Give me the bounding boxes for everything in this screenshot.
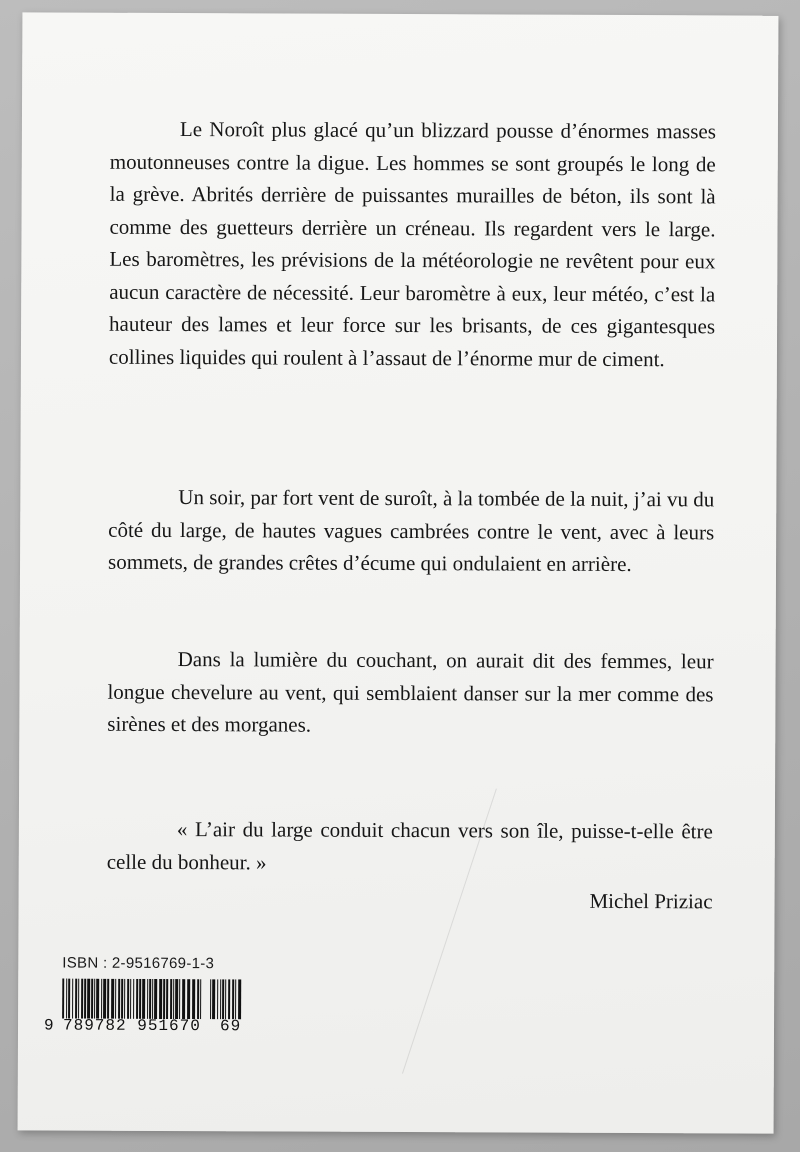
barcode-bar bbox=[235, 979, 236, 1019]
barcode-bar bbox=[87, 979, 90, 1019]
barcode-bar bbox=[121, 979, 123, 1019]
barcode-bar bbox=[147, 979, 148, 1019]
closing-quote: « L’air du large conduit chacun vers son île, puisse-t-elle être celle du bonheur. » bbox=[106, 817, 713, 874]
barcode-bar bbox=[170, 979, 172, 1019]
barcode-bar bbox=[115, 979, 116, 1019]
barcode-addon-digits: 69 bbox=[219, 1017, 242, 1036]
barcode bbox=[44, 978, 254, 1041]
barcode-bar bbox=[173, 979, 174, 1019]
author-name: Michel Priziac bbox=[589, 888, 713, 914]
barcode-bar bbox=[210, 979, 211, 1019]
barcode-bar bbox=[220, 979, 221, 1019]
barcode-main-digits: 789782 951670 bbox=[62, 1016, 201, 1036]
barcode-bar bbox=[154, 979, 157, 1019]
paragraph-couchant: Dans la lumière du couchant, on aurait dit des femmes, leur longue chevelure au vent, qui semblaient danser sur la mer comme des sirènes et des morganes. bbox=[107, 647, 714, 737]
barcode-bar bbox=[163, 979, 165, 1019]
barcode-bar bbox=[118, 979, 120, 1019]
isbn-label: ISBN : 2-9516769-1-3 bbox=[62, 954, 215, 973]
barcode-bar bbox=[217, 979, 218, 1019]
barcode-bar bbox=[212, 979, 215, 1019]
barcode-bar bbox=[130, 979, 131, 1019]
barcode-bar bbox=[139, 979, 141, 1019]
barcode-bar bbox=[152, 979, 153, 1019]
barcode-bar bbox=[228, 979, 230, 1019]
barcode-bar bbox=[84, 979, 86, 1019]
barcode-bar bbox=[72, 979, 73, 1019]
barcode-bar bbox=[225, 979, 226, 1019]
barcode-bar bbox=[107, 979, 109, 1019]
barcode-bar bbox=[111, 979, 114, 1019]
barcode-bar bbox=[182, 979, 185, 1019]
barcode-first-digit: 9 bbox=[43, 1016, 55, 1035]
barcode-bar bbox=[133, 979, 134, 1019]
barcode-bar bbox=[175, 979, 178, 1019]
barcode-bar bbox=[78, 979, 79, 1019]
barcode-bar bbox=[232, 979, 234, 1019]
barcode-bar bbox=[68, 979, 70, 1019]
barcode-bar bbox=[127, 979, 129, 1019]
book-back-cover bbox=[18, 12, 779, 1133]
barcode-bar bbox=[66, 979, 67, 1019]
barcode-bar bbox=[75, 979, 77, 1019]
barcode-bar bbox=[192, 979, 195, 1019]
barcode-bar bbox=[179, 979, 180, 1019]
barcode-bar bbox=[159, 979, 162, 1019]
barcode-bar bbox=[238, 979, 241, 1019]
paragraph-suroit: Un soir, par fort vent de suroît, à la tombée de la nuit, j’ai vu du côté du large, de hautes vagues cambrées contre le vent, avec à leurs sommets, de grandes crêtes d’écume qui ondulaient en arrière. bbox=[107, 485, 715, 577]
barcode-bar bbox=[187, 979, 190, 1019]
barcode-bar bbox=[149, 979, 151, 1019]
barcode-bar bbox=[124, 979, 125, 1019]
barcode-bar bbox=[101, 979, 102, 1019]
barcode-bars bbox=[62, 979, 242, 1020]
barcode-bar bbox=[166, 979, 168, 1019]
barcode-bar bbox=[91, 979, 93, 1019]
barcode-bar bbox=[96, 979, 99, 1019]
barcode-bar bbox=[62, 979, 64, 1019]
barcode-bar bbox=[222, 979, 224, 1019]
barcode-bar bbox=[94, 979, 95, 1019]
barcode-bar bbox=[142, 979, 145, 1019]
barcode-bar bbox=[136, 979, 138, 1019]
barcode-bar bbox=[197, 979, 199, 1019]
paragraph-noroit: Le Noroît plus glacé qu’un blizzard pousse d’énormes masses moutonneuses contre la digue. Les hommes se sont groupés le long de la grève. Abrités derrière de puissantes murailles de béton, ils sont là comme des guetteurs derrière un créneau. Ils regardent vers le large. Les baromètres, les prévisions de la météorologie ne revêtent pour eux aucun caractère de nécessité. Leur baromètre à eux, leur météo, c’est la hauteur des lames et leur force sur les brisants, de ces gigantesques collines liquides qui roulent à l’assaut de l’énorme mur de ciment. bbox=[108, 117, 716, 371]
barcode-bar bbox=[103, 979, 106, 1019]
barcode-bar bbox=[200, 979, 201, 1019]
barcode-bar bbox=[81, 979, 83, 1019]
